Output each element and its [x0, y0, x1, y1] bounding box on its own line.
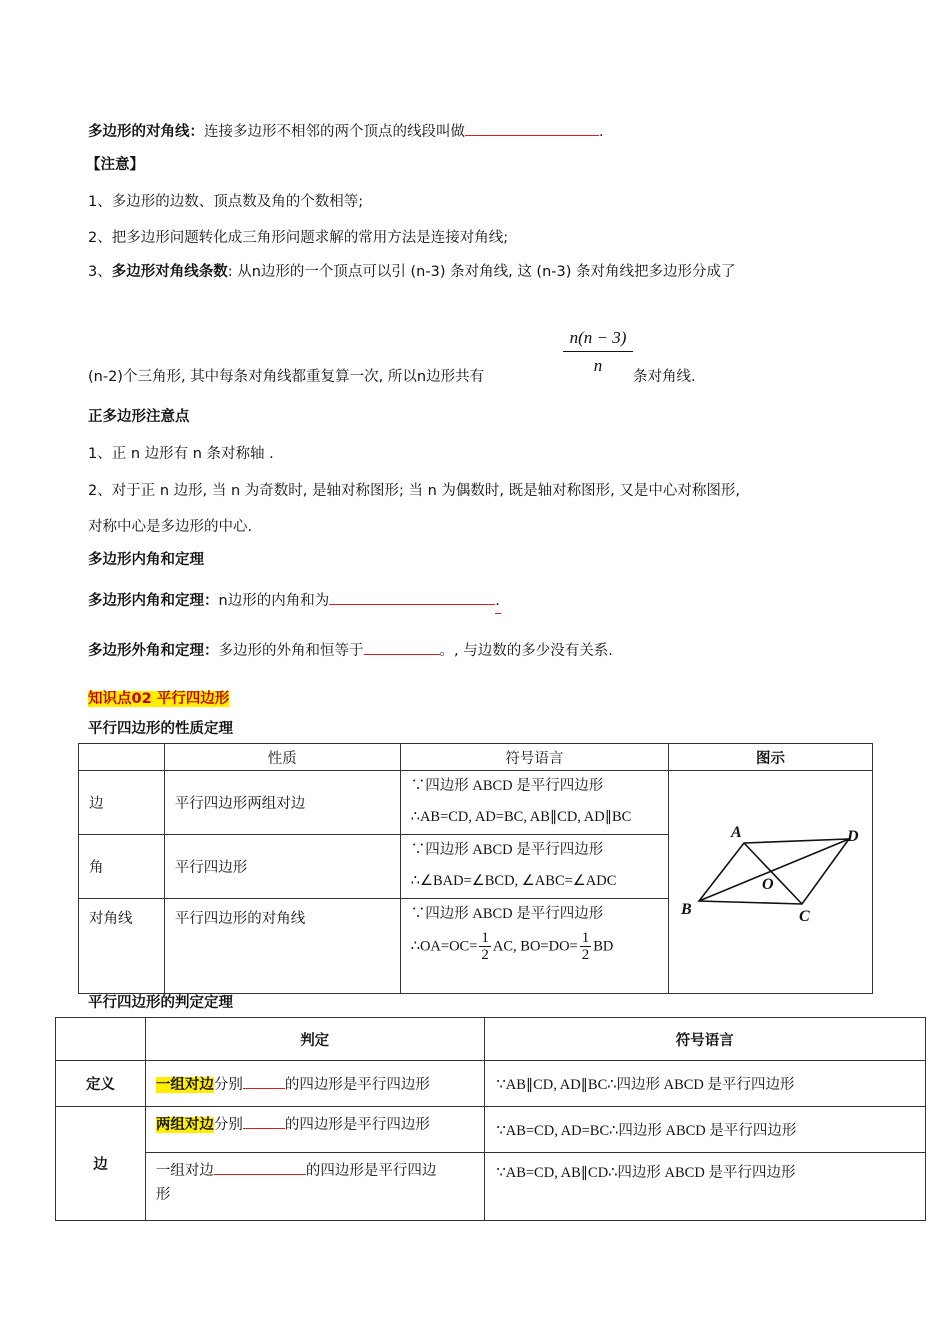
- row-property: 平行四边形: [164, 834, 400, 898]
- diagonal-definition: [88, 120, 604, 141]
- criterion-blank[interactable]: [243, 1076, 285, 1089]
- properties-header-symbol: 符号语言: [400, 744, 668, 771]
- judgement-criterion: [145, 1153, 484, 1221]
- exterior-end: 。, 与边数的多少没有关系.: [439, 643, 613, 659]
- criterion-after: 的四边形是平行四边形: [284, 1077, 430, 1093]
- diagonal-end: .: [599, 124, 604, 140]
- diagonal-text: 连接多边形不相邻的两个顶点的线段叫做: [204, 124, 465, 140]
- label-a: A: [730, 824, 742, 841]
- criterion-mid: 一组对边: [155, 1163, 214, 1179]
- judgement-group-side: 边: [56, 1107, 146, 1221]
- judgement-header-row: [56, 1018, 926, 1061]
- exterior-text: 多边形的外角和恒等于: [218, 643, 364, 659]
- fraction-numerator: 1: [581, 929, 590, 946]
- diagonal-count-formula: [563, 328, 633, 376]
- criterion-highlight: 一组对边: [155, 1077, 214, 1093]
- row-symbol-line-1: ∵四边形 ABCD 是平行四边形: [410, 778, 604, 794]
- properties-table: [78, 743, 873, 994]
- row-name: 角: [79, 834, 165, 898]
- fraction-denominator: 2: [581, 947, 590, 964]
- regular-title: 正多边形注意点: [88, 409, 190, 425]
- row-symbol: [400, 771, 668, 835]
- judgement-header-symbol: 符号语言: [484, 1018, 925, 1061]
- note-title: 【注意】: [86, 157, 144, 173]
- interior-theorem: [88, 584, 501, 614]
- note-item-2: 2、把多边形问题转化成三角形问题求解的常用方法是连接对角线;: [88, 230, 509, 246]
- label-o: O: [761, 876, 774, 893]
- diagonal-label: 多边形的对角线：: [88, 124, 204, 140]
- criterion-mid: 分别: [213, 1077, 243, 1093]
- judgement-table: [55, 1017, 926, 1221]
- interior-text: n边形的内角和为: [218, 593, 330, 609]
- label-c: C: [798, 908, 810, 925]
- regular-item-2: 2、对于正 n 边形, 当 n 为奇数时, 是轴对称图形; 当 n 为偶数时, 既是轴对称图形, 又是中心对称图形,: [88, 483, 740, 499]
- symbol-oa-oc: ∴OA=OC=: [410, 938, 478, 955]
- row-symbol: [400, 898, 668, 993]
- table-row: [79, 771, 873, 835]
- note-item-3-text: : 从n边形的一个顶点可以引 (n-3) 条对角线, 这 (n-3) 条对角线把多边形分成了: [227, 264, 736, 280]
- diagonal-blank[interactable]: [465, 121, 599, 136]
- fraction-denominator: 2: [481, 947, 489, 964]
- judgement-symbol: ∵AB=CD, AD=BC∴四边形 ABCD 是平行四边形: [484, 1107, 925, 1153]
- symbol-bd: BD: [593, 938, 614, 955]
- properties-header-property: 性质: [164, 744, 400, 771]
- judgement-criterion: [145, 1061, 484, 1107]
- judgement-criterion: [145, 1107, 484, 1153]
- properties-title: 平行四边形的性质定理: [88, 721, 233, 737]
- criterion-mid: 分别: [213, 1117, 243, 1133]
- note-item-3-end: 条对角线.: [633, 369, 696, 385]
- interior-end: .: [495, 593, 501, 614]
- properties-header-empty: [79, 744, 165, 771]
- knowledge-title: [88, 687, 229, 708]
- label-d: D: [846, 828, 859, 845]
- row-symbol: [400, 834, 668, 898]
- criterion-after-cont: 形: [155, 1187, 171, 1203]
- row-property: 平行四边形两组对边: [164, 771, 400, 835]
- half-fraction: [580, 930, 592, 964]
- properties-header-figure: 图示: [668, 744, 872, 771]
- row-symbol-line-1: ∵四边形 ABCD 是平行四边形: [410, 841, 604, 858]
- criterion-blank[interactable]: [214, 1162, 306, 1175]
- note-item-3-label: 多边形对角线条数: [111, 264, 228, 280]
- exterior-blank[interactable]: [364, 632, 440, 655]
- interior-blank[interactable]: [329, 584, 495, 605]
- criterion-blank[interactable]: [243, 1116, 285, 1129]
- criterion-highlight: 两组对边: [155, 1117, 214, 1133]
- judgement-group-definition: 定义: [56, 1061, 146, 1107]
- properties-header-row: [79, 744, 873, 771]
- judgement-symbol: ∵AB=CD, AB∥CD∴四边形 ABCD 是平行四边形: [484, 1153, 925, 1221]
- judgement-header-empty: [56, 1018, 146, 1061]
- diagonal-ac: [744, 843, 802, 904]
- row-symbol-line-2: [401, 930, 668, 970]
- judgement-symbol: ∵AB∥CD, AD∥BC∴四边形 ABCD 是平行四边形: [484, 1061, 925, 1107]
- note-item-3-cont: (n-2)个三角形, 其中每条对角线都重复算一次, 所以n边形共有: [88, 369, 485, 385]
- angle-theorem-title: 多边形内角和定理: [88, 552, 204, 568]
- row-property: 平行四边形的对角线: [164, 898, 400, 993]
- interior-label: 多边形内角和定理：: [88, 593, 219, 609]
- formula-denominator: n: [593, 356, 603, 375]
- fraction-numerator: 1: [481, 929, 489, 946]
- table-row: [56, 1107, 926, 1153]
- label-b: B: [680, 901, 692, 918]
- row-symbol-line-1: ∵四边形 ABCD 是平行四边形: [410, 905, 604, 922]
- symbol-bo-do: AC, BO=DO=: [492, 938, 578, 955]
- half-fraction: [479, 930, 491, 964]
- exterior-label: 多边形外角和定理：: [88, 643, 219, 659]
- row-symbol-line-2: ∴∠BAD=∠BCD, ∠ABC=∠ADC: [410, 872, 617, 889]
- regular-item-1: 1、正 n 边形有 n 条对称轴 .: [88, 446, 274, 462]
- parallelogram-figure-cell: [668, 771, 872, 994]
- knowledge-title-text: 知识点02 平行四边形: [88, 691, 230, 707]
- row-name: 边: [79, 771, 165, 835]
- note-item-1: 1、多边形的边数、顶点数及角的个数相等;: [88, 194, 364, 210]
- exterior-theorem: [88, 632, 613, 660]
- parallelogram-figure: [669, 771, 872, 989]
- table-row: [56, 1153, 926, 1221]
- criterion-after: 的四边形是平行四边形: [284, 1117, 430, 1133]
- note-item-3-prefix: 3、: [88, 264, 112, 280]
- regular-item-2-cont: 对称中心是多边形的中心.: [88, 519, 253, 535]
- note-item-3: [88, 260, 736, 281]
- formula-numerator: n(n − 3): [563, 328, 633, 352]
- criterion-after: 的四边形是平行四边: [305, 1163, 437, 1179]
- row-name: 对角线: [79, 898, 165, 993]
- judgement-header-criterion: 判定: [145, 1018, 484, 1061]
- row-symbol-line-2: ∴AB=CD, AD=BC, AB∥CD, AD∥BC: [410, 809, 632, 825]
- table-row: [56, 1061, 926, 1107]
- judgement-title: 平行四边形的判定定理: [88, 995, 233, 1011]
